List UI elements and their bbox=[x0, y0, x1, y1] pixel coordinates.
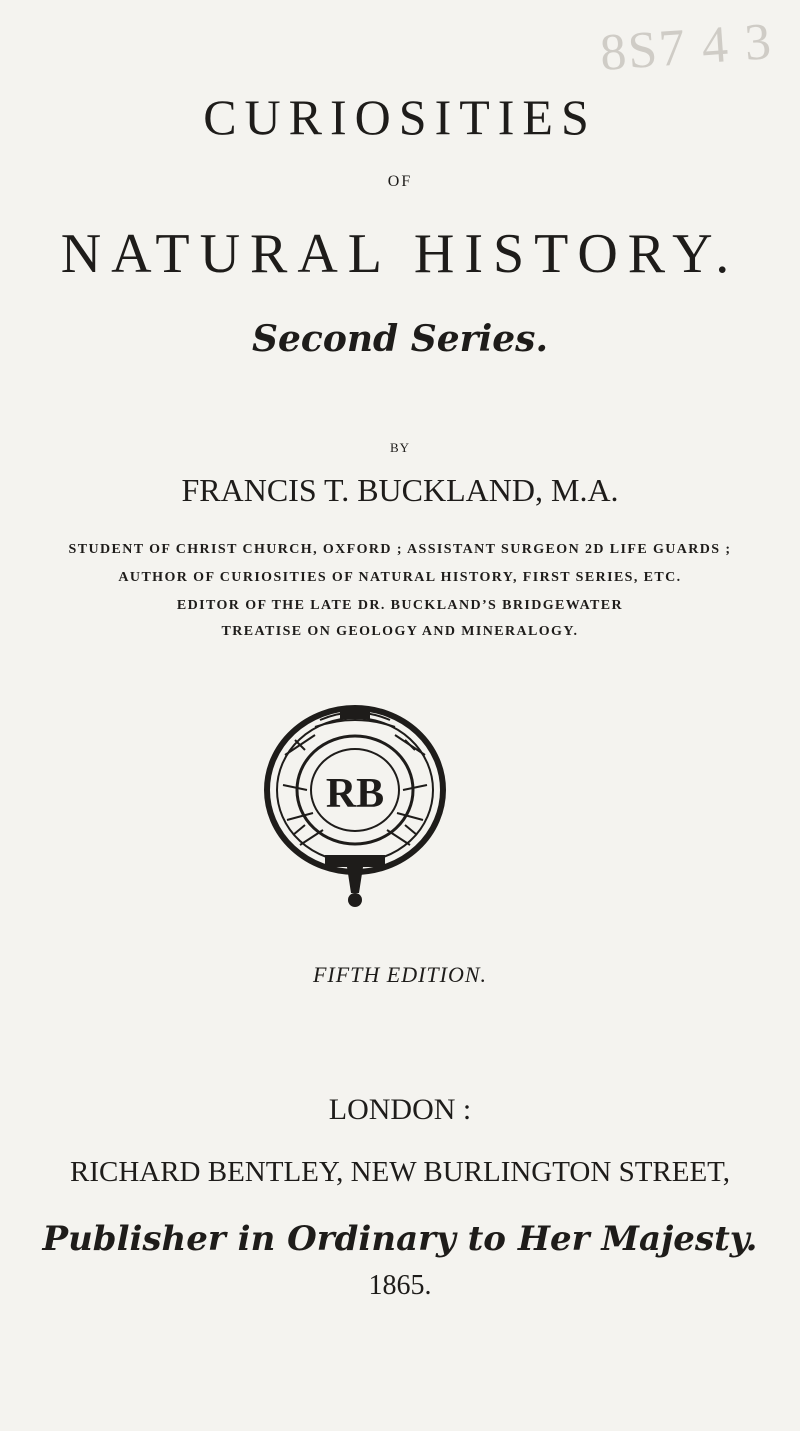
author-credit-line: TREATISE ON GEOLOGY AND MINERALOGY. bbox=[221, 624, 579, 639]
title-connector: OF bbox=[387, 173, 413, 190]
publisher-appointment: Publisher in Ordinary to Her Majesty. bbox=[42, 1219, 758, 1259]
series-label: Second Series. bbox=[252, 318, 548, 360]
device-monogram: RB bbox=[325, 771, 385, 817]
by-label: BY bbox=[389, 440, 411, 455]
publisher-device-icon bbox=[255, 695, 455, 925]
imprint-publisher: RICHARD BENTLEY, NEW BURLINGTON STREET, bbox=[69, 1156, 730, 1188]
book-title: CURIOSITIES bbox=[203, 89, 597, 145]
author-credit-line: AUTHOR OF CURIOSITIES OF NATURAL HISTORY, FIRST SERIES, ETC. bbox=[118, 570, 682, 585]
author-credit-line: STUDENT OF CHRIST CHURCH, OXFORD ; ASSISTANT SURGEON 2D LIFE GUARDS ; bbox=[68, 542, 732, 557]
book-subject: NATURAL HISTORY. bbox=[60, 223, 740, 285]
imprint-year: 1865. bbox=[368, 1270, 432, 1301]
author-credit-line: EDITOR OF THE LATE DR. BUCKLAND’S BRIDGEWATER bbox=[176, 598, 624, 613]
imprint-city: LONDON : bbox=[328, 1093, 472, 1126]
library-shelfmark: 8S7 4 3 bbox=[598, 13, 775, 82]
edition-label: FIFTH EDITION. bbox=[312, 962, 488, 987]
author-name: FRANCIS T. BUCKLAND, M.A. bbox=[181, 472, 619, 508]
